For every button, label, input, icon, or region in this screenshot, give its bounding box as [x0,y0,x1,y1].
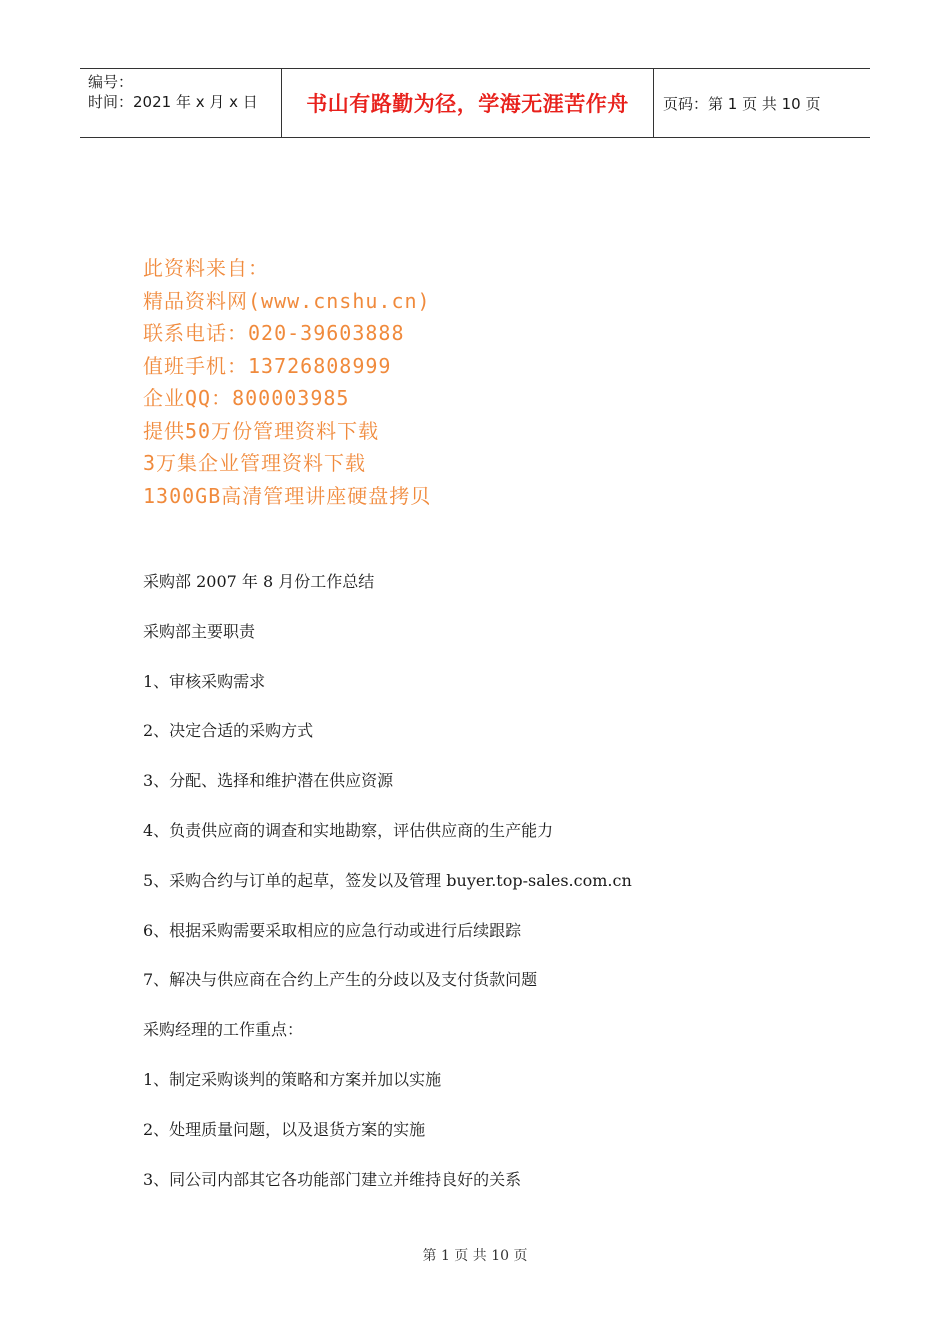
promo-line: 值班手机：13726808999 [143,353,392,378]
list-item: 3、分配、选择和维护潜在供应资源 [143,771,394,791]
promo-block [143,252,431,512]
list-item: 1、制定采购谈判的策略和方案并加以实施 [143,1069,442,1089]
promo-line: 企业QQ：800003985 [143,386,350,410]
promo-line: 精品资料网(www.cnshu.cn) [143,288,431,313]
promo-line: 1300GB高清管理讲座硬盘拷贝 [143,483,432,508]
document-number-label: 编号： [88,73,134,91]
list-item: 4、负责供应商的调查和实地勘察，评估供应商的生产能力 [143,820,554,840]
header-page-info: 页码：第 1 页 共 10 页 [663,94,821,113]
document-body [143,570,632,1217]
promo-line: 此资料来自： [143,256,269,280]
header-slogan: 书山有路勤为径，学海无涯苦作舟 [281,69,654,137]
list-item: 2、决定合适的采购方式 [143,721,314,741]
promo-line: 联系电话：020-39603888 [143,321,405,345]
promo-line: 3万集企业管理资料下载 [143,451,367,475]
list-item: 7、解决与供应商在合约上产生的分歧以及支付货款问题 [143,970,538,990]
header-meta [80,69,281,137]
document-title: 采购部 2007 年 8 月份工作总结 [143,572,375,591]
section-heading: 采购经理的工作重点： [143,1020,304,1040]
document-time-label: 时间：2021 年 x 月 x 日 [88,93,258,111]
list-item: 1、审核采购需求 [143,671,266,691]
section-heading: 采购部主要职责 [143,621,256,641]
list-item: 3、同公司内部其它各功能部门建立并维持良好的关系 [143,1169,522,1189]
list-item: 6、根据采购需要采取相应的应急行动或进行后续跟踪 [143,920,522,940]
document-header [80,68,870,138]
list-item: 5、采购合约与订单的起草，签发以及管理 buyer.top-sales.com.cn [143,870,632,890]
list-item: 2、处理质量问题，以及退货方案的实施 [143,1119,426,1139]
promo-line: 提供50万份管理资料下载 [143,418,380,443]
page-footer: 第 1 页 共 10 页 [422,1248,528,1264]
